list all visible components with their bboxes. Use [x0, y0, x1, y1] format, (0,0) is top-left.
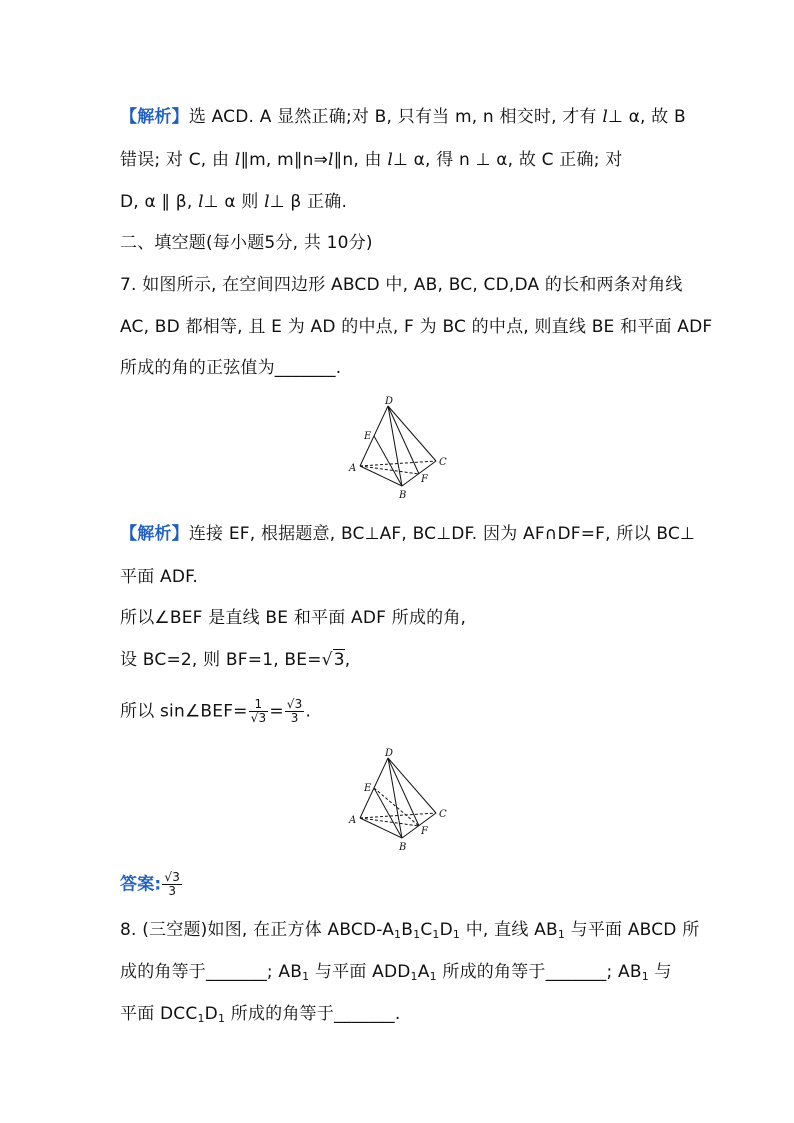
label-D: D [385, 748, 394, 759]
answer-fraction: $\frac{√3}{3}$ [164, 870, 181, 898]
q8-line-3: 平面 $DCC_1D_1$ 所成的角等于_______. [120, 1004, 401, 1025]
answer-line [120, 871, 183, 898]
label-E: E [364, 783, 372, 794]
analysis-tag: 【解析】 [120, 107, 189, 127]
section-heading: 二、填空题(每小题5分, 共 10分) [120, 233, 373, 253]
q8-line-1: 8. (三空题)如图, 在正方体 ABCD-$A_1B_1C_1D_1$ 中, 直线 $AB_1$ 与平面 ABCD 所 [120, 920, 700, 941]
q7-analysis-line-1: 【解析】连接 EF, 根据题意, BC⊥AF, BC⊥DF. 因为 AF∩DF=F, 所以 BC⊥ [120, 524, 695, 544]
label-F: F [421, 474, 428, 485]
fraction-sqrt3-over-3: $\frac{√3}{3}$ [286, 697, 303, 725]
label-C: C [439, 809, 447, 820]
label-A: A [349, 815, 357, 826]
analysis-line-3: D, α ∥ β, l⊥ α 则 l⊥ β 正确. [120, 192, 348, 212]
label-A: A [349, 463, 357, 474]
analysis-line-2: 错误; 对 C, 由 l∥m, m∥n⇒l∥n, 由 l⊥ α, 得 n ⊥ α, 故 C 正确; 对 [120, 150, 623, 170]
q7-analysis-line-2: 平面 ADF. [120, 567, 198, 587]
tetrahedron-figure-1 [340, 394, 460, 506]
label-B: B [399, 842, 407, 853]
label-B: B [399, 490, 407, 501]
label-E: E [364, 431, 372, 442]
q7-line-3: 所成的角的正弦值为_______. [120, 358, 342, 378]
q8-line-2: 成的角等于_______; $AB_1$ 与平面 $ADD_1A_1$ 所成的角等于_______; $AB_1$ 与 [120, 962, 672, 983]
label-F: F [421, 826, 428, 837]
q7-line-2: AC, BD 都相等, 且 E 为 AD 的中点, F 为 BC 的中点, 则直线 BE 和平面 ADF [120, 317, 713, 337]
analysis-tag: 【解析】 [120, 524, 189, 544]
label-C: C [439, 457, 447, 468]
sqrt-3: √3 [321, 650, 345, 670]
edge-DC [388, 406, 436, 461]
analysis-line-1: 【解析】选 ACD. A 显然正确;对 B, 只有当 m, n 相交时, 才有 l⊥ α, 故 B [120, 107, 686, 127]
edge-DC [388, 758, 436, 813]
fraction-1-over-sqrt3: $\frac{1}{√3}$ [250, 697, 267, 725]
tetrahedron-figure-2 [340, 746, 460, 858]
q7-analysis-line-5: 所以 sin∠BEF= $\frac{1}{√3}$ = $\frac{√3}{3}$ . [120, 697, 312, 725]
answer-label: 答案: [120, 874, 162, 895]
q7-analysis-line-4: 设 BC=2, 则 BF=1, BE=√3, [120, 650, 351, 670]
label-D: D [385, 396, 394, 407]
q7-line-1: 7. 如图所示, 在空间四边形 ABCD 中, AB, BC, CD,DA 的长和两条对角线 [120, 275, 683, 295]
q7-analysis-line-3: 所以∠BEF 是直线 BE 和平面 ADF 所成的角, [120, 608, 467, 628]
